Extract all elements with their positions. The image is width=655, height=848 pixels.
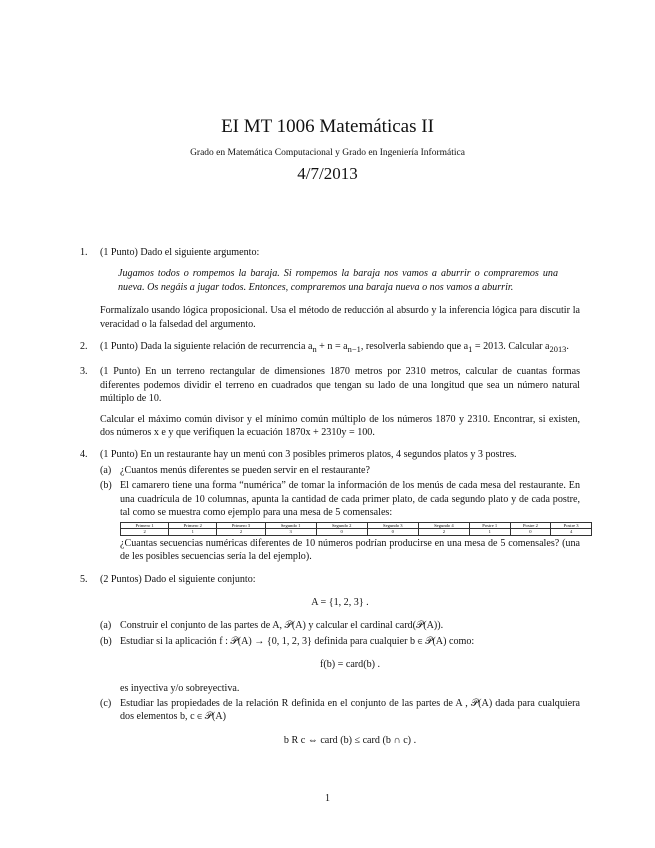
table-cell: 4	[551, 529, 592, 536]
subquestion-text: El camarero tiene una forma “numérica” de tomar la información de los menús de cada mesa del restaurante. En una cuadrícula de 10 columnas, apunta la cantidad de cada primer plato, de cada segundo plato y de cada postre, tal como se muestra como ejemplo para una mesa de 5 comensales:	[120, 480, 580, 519]
page-number: 1	[325, 793, 330, 804]
exam-date: 4/7/2013	[297, 164, 358, 183]
question-intro: (1 Punto) En un restaurante hay un menú con 3 posibles primeros platos, 4 segundos platos y 3 postres.	[100, 449, 517, 461]
exam-subtitle: Grado en Matemática Computacional y Grado en Ingeniería Informática	[190, 148, 465, 158]
table-cell: 1	[469, 529, 510, 536]
function-equation: f(b) = card(b) .	[319, 659, 381, 671]
exam-questions	[80, 246, 580, 757]
relation-equation: b R c ⇔ card (b) ≤ card (b ∩ c) .	[283, 734, 417, 746]
argument-quote: Jugamos todos o rompemos la baraja. Si rompemos la baraja nos vamos a aburrir o compraremos una nueva. Os negáis a jugar todos. Entonces, compraremos una baraja nueva o nos vamos a aburrir.	[118, 268, 558, 293]
question-text: Formalízalo usando lógica proposicional. Usa el método de reducción al absurdo y la inferencia lógica para discutir la veracidad o la falsedad del argumento.	[100, 305, 580, 330]
question-5	[80, 573, 580, 748]
question-number: 1.	[80, 247, 88, 258]
subquestion-text: Estudiar las propiedades de la relación R definida en el conjunto de las partes de A , 𝒫(A) dada para cualquiera dos elementos b, c ∈ 𝒫(A)	[120, 697, 580, 723]
table-cell: 2	[418, 529, 469, 536]
exam-title: EI MT 1006 Matemáticas II	[221, 116, 434, 137]
subquestion-b	[100, 635, 580, 695]
subquestion-question: ¿Cuantas secuencias numéricas diferentes de 10 números podrían producirse en una mesa de 5 comensales? (una de les posibles secuencias sería la del ejemplo).	[120, 537, 580, 563]
subquestion-label: (b)	[100, 480, 112, 492]
subquestion-label: (b)	[100, 635, 112, 647]
subquestion-text: es inyectiva y/o sobreyectiva.	[120, 682, 240, 694]
subscript: n	[312, 345, 317, 355]
table-header: Primero 1	[121, 522, 169, 529]
table-header: Segundo 2	[316, 522, 367, 529]
subquestion-label: (c)	[100, 697, 112, 709]
table-header-row	[121, 522, 592, 529]
table-cell: 2	[217, 529, 265, 536]
table-cell: 0	[510, 529, 551, 536]
table-cell: 2	[121, 529, 169, 536]
table-cell: 3	[265, 529, 316, 536]
text-segment: , resolverla sabiendo que a	[360, 341, 469, 353]
subquestion-c	[100, 697, 580, 747]
subquestion-a	[100, 464, 580, 477]
subquestion-text: Construir el conjunto de las partes de A, 𝒫(A) y calcular el cardinal card(𝒫(A)).	[120, 620, 444, 632]
question-number: 2.	[80, 341, 88, 353]
menu-sequence-table	[120, 522, 592, 536]
table-header: Postre 3	[551, 522, 592, 529]
subquestion-b	[100, 479, 580, 563]
subquestion-text: ¿Cuantos menús diferentes se pueden servir en el restaurante?	[120, 464, 371, 476]
table-header: Primero 2	[169, 522, 217, 529]
table-row	[121, 529, 592, 536]
subscript: 1	[468, 345, 473, 355]
subscript: 2013	[549, 345, 567, 355]
set-equation: A = {1, 2, 3} .	[311, 596, 369, 608]
table-header: Segundo 4	[418, 522, 469, 529]
table-header: Segundo 3	[367, 522, 418, 529]
question-text: Calcular el máximo común divisor y el mínimo común múltiplo de los números 1870 y 2310. Encontrar, si existen, dos números x e y que verifiquen la ecuación 1870x + 2310y = 100.	[100, 413, 580, 439]
subquestion-label: (a)	[100, 620, 112, 632]
table-header: Postre 1	[469, 522, 510, 529]
question-text: (1 Punto) En un terreno rectangular de dimensiones 1870 metros por 2310 metros, calcular de cuantas formas diferentes podemos dividir el terreno en cuadrados que tengan su lado de una longitud que sea un número natural múltiplo de 10.	[100, 366, 580, 405]
text-segment: + n = a	[316, 341, 348, 353]
text-segment: (1 Punto) Dada la siguiente relación de recurrencia a	[100, 341, 313, 353]
subquestion-a	[100, 619, 580, 632]
question-2	[80, 340, 580, 356]
question-1	[80, 246, 580, 331]
text-segment: .	[566, 341, 569, 353]
subquestion-text: Estudiar si la aplicación f : 𝒫(A) → {0, 1, 2, 3} definida para cualquier b ∈ 𝒫(A) como:	[120, 635, 475, 647]
table-header: Postre 2	[510, 522, 551, 529]
question-4	[80, 448, 580, 563]
question-intro: (2 Puntos) Dado el siguiente conjunto:	[100, 573, 256, 585]
table-cell: 1	[169, 529, 217, 536]
table-cell: 0	[367, 529, 418, 536]
text-segment: = 2013. Calcular a	[472, 341, 550, 353]
subquestion-label: (a)	[100, 464, 112, 476]
table-header: Segundo 1	[265, 522, 316, 529]
question-number: 3.	[80, 366, 88, 378]
question-number: 4.	[80, 449, 88, 461]
subscript: n−1	[347, 345, 361, 355]
question-text	[100, 340, 580, 356]
question-number: 5.	[80, 573, 88, 585]
question-3	[80, 365, 580, 439]
question-intro: (1 Punto) Dado el siguiente argumento:	[100, 247, 260, 258]
table-cell: 0	[316, 529, 367, 536]
table-header: Primero 3	[217, 522, 265, 529]
